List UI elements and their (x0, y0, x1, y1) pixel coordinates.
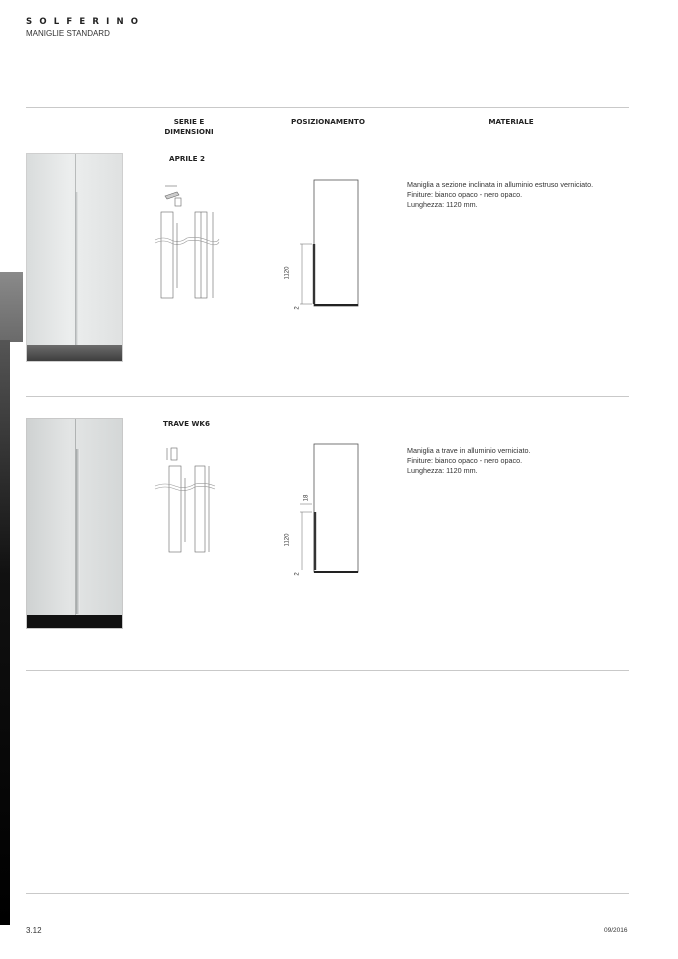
product-photo-trave-wk6 (26, 418, 123, 629)
desc-line: Finiture: bianco opaco - nero opaco. (407, 456, 523, 465)
dimension-top-trave-wk6: 18 (303, 494, 310, 502)
publication-date: 09/2016 (604, 927, 628, 934)
page-number: 3.12 (26, 926, 42, 935)
floor (27, 615, 122, 628)
technical-drawing-trave-wk6 (155, 442, 225, 562)
column-header-series-line2: DIMENSIONI (164, 127, 214, 136)
dimension-base-aprile-2: 2 (294, 306, 301, 310)
column-header-material: MATERIALE (488, 117, 534, 126)
product-description-aprile-2 (407, 180, 637, 210)
sidebar-strip-dark (0, 340, 10, 925)
product-photo-aprile-2 (26, 153, 123, 362)
handle-bar (75, 192, 78, 345)
positioning-drawing-aprile-2 (290, 178, 370, 318)
handle-bar (76, 449, 80, 614)
divider-bottom (26, 893, 629, 894)
desc-line: Maniglia a trave in alluminio verniciato. (407, 446, 531, 455)
positioning-drawing-trave-wk6 (290, 442, 370, 582)
divider-2 (26, 670, 629, 671)
column-header-series (155, 117, 223, 137)
desc-line: Lunghezza: 1120 mm. (407, 466, 478, 475)
brand-subtitle: MANIGLIE STANDARD (26, 29, 110, 38)
desc-line: Finiture: bianco opaco - nero opaco. (407, 190, 523, 199)
sidebar-strip (0, 272, 23, 342)
divider-1 (26, 396, 629, 397)
column-header-series-line1: SERIE E (173, 117, 205, 126)
technical-drawing-aprile-2 (155, 178, 225, 302)
product-description-trave-wk6 (407, 446, 637, 476)
divider-top (26, 107, 629, 108)
dimension-height-trave-wk6: 1120 (284, 533, 291, 547)
desc-line: Maniglia a sezione inclinata in alluminio estruso verniciato. (407, 180, 594, 189)
column-header-position: POSIZIONAMENTO (291, 117, 365, 126)
dimension-base-trave-wk6: 2 (294, 572, 301, 576)
product-name-aprile-2: APRILE 2 (169, 154, 206, 163)
dimension-height-aprile-2: 1120 (284, 266, 291, 280)
floor (27, 345, 122, 361)
product-name-trave-wk6: TRAVE WK6 (163, 419, 210, 428)
desc-line: Lunghezza: 1120 mm. (407, 200, 478, 209)
brand-title: SOLFERINO (26, 17, 146, 27)
